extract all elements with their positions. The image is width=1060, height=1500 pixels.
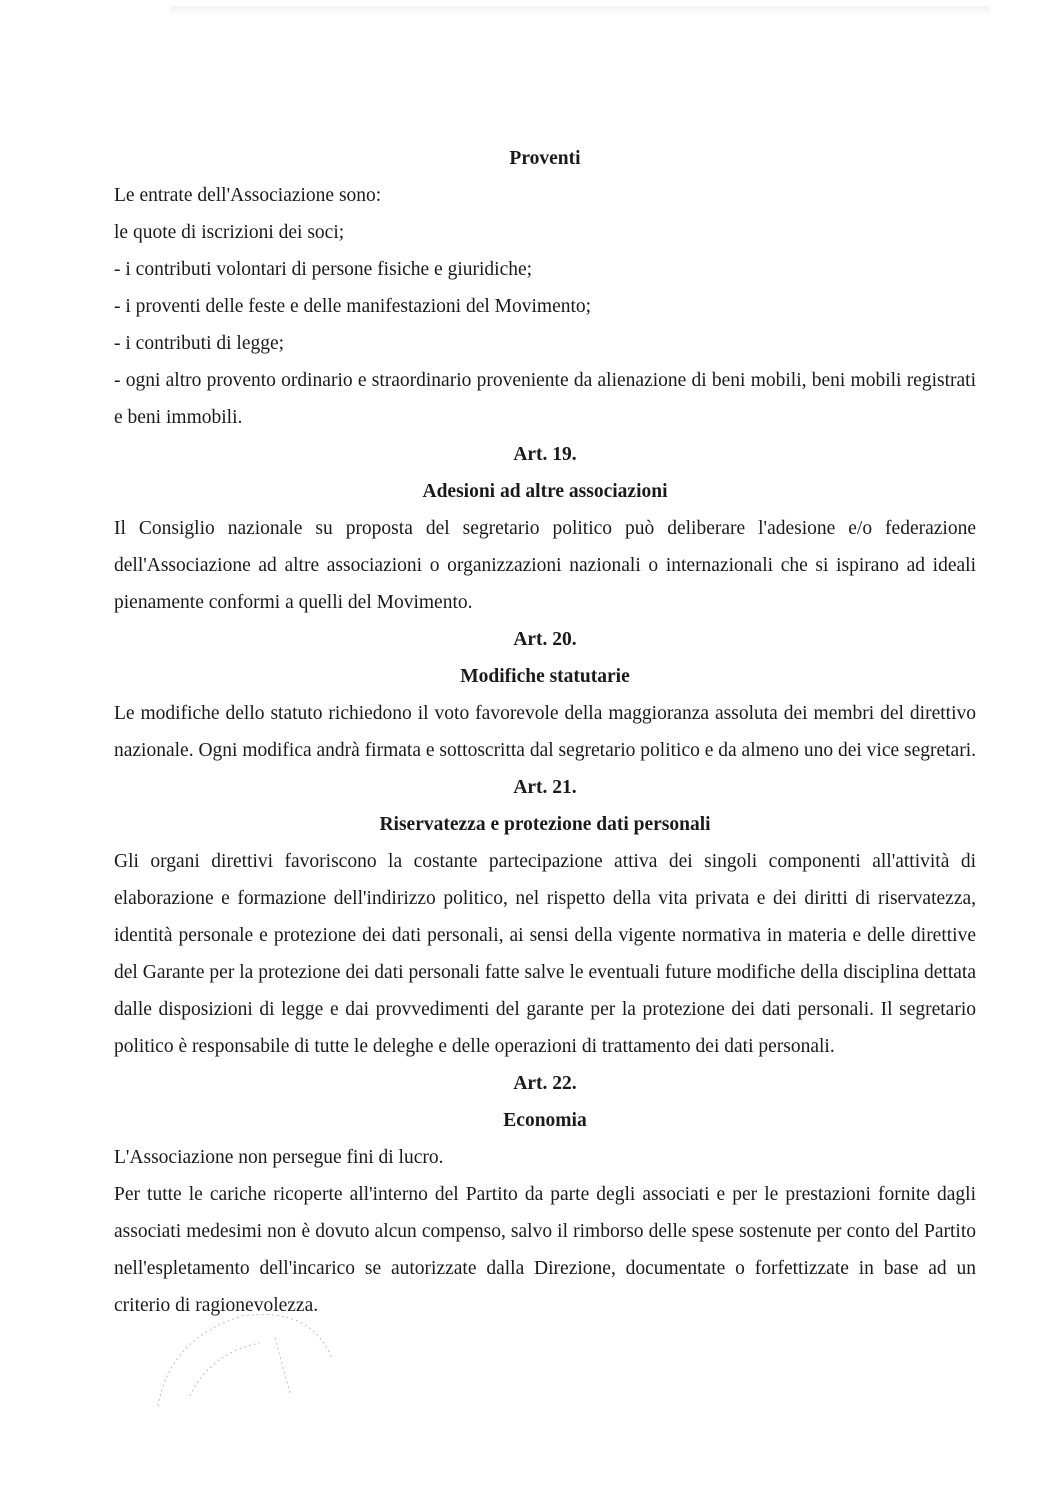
article-title: Adesioni ad altre associazioni — [422, 481, 668, 502]
article-number: Art. 19. — [513, 444, 577, 465]
article-text: Per tutte le cariche ricoperte all'interno del Partito da parte degli associati e per le prestazioni fornite dagli associati medesimi non è dovuto alcun compenso, salvo il rimborso delle spese sostenute per conto del Partito nell'espletamento dell'incarico se autorizzate dalla Direzione, documentate o forfettizzate in base ad un criterio di ragionevolezza. — [114, 1184, 976, 1316]
article-text: Gli organi direttivi favoriscono la costante partecipazione attiva dei singoli componenti all'attività di elaborazione e formazione dell'indirizzo politico, nel rispetto della vita privata e dei diritti di riservatezza, identità personale e protezione dei dati personali, ai sensi della vigente normativa in materia e delle direttive del Garante per la protezione dei dati personali fatte salve le eventuali future modifiche della disciplina dettata dalle disposizioni di legge e dai provvedimenti del garante per la protezione dei dati personali. Il segretario politico è responsabile di tutte le deleghe e delle operazioni di trattamento dei dati personali. — [114, 851, 976, 1057]
list-item: - i proventi delle feste e delle manifestazioni del Movimento; — [114, 296, 592, 317]
section-heading-proventi: Proventi — [509, 148, 581, 169]
list-item: - i contributi di legge; — [114, 333, 285, 354]
list-item: - i contributi volontari di persone fisiche e giuridiche; — [114, 259, 533, 280]
article-number: Art. 21. — [513, 777, 577, 798]
article-title: Modifiche statutarie — [460, 666, 630, 687]
article-title: Economia — [503, 1110, 587, 1131]
scan-edge-shadow — [170, 6, 990, 16]
list-item: - ogni altro provento ordinario e straordinario proveniente da alienazione di beni mobili, beni mobili registrati e beni immobili. — [114, 370, 976, 428]
article-number: Art. 22. — [513, 1073, 577, 1094]
list-item: le quote di iscrizioni dei soci; — [114, 222, 345, 243]
document-body — [114, 140, 976, 1324]
article-text: Le modifiche dello statuto richiedono il voto favorevole della maggioranza assoluta dei membri del direttivo nazionale. Ogni modifica andrà firmata e sottoscritta dal segretario politico e da almeno uno dei vice segretari. — [114, 703, 976, 761]
article-number: Art. 20. — [513, 629, 577, 650]
list-item: Le entrate dell'Associazione sono: — [114, 185, 382, 206]
article-text: L'Associazione non persegue fini di lucro. — [114, 1147, 444, 1168]
article-title: Riservatezza e protezione dati personali — [379, 814, 711, 835]
article-text: Il Consiglio nazionale su proposta del segretario politico può deliberare l'adesione e/o federazione dell'Associazione ad altre associazioni o organizzazioni nazionali o internazionali che si ispirano ad ideali pienamente conformi a quelli del Movimento. — [114, 518, 976, 613]
